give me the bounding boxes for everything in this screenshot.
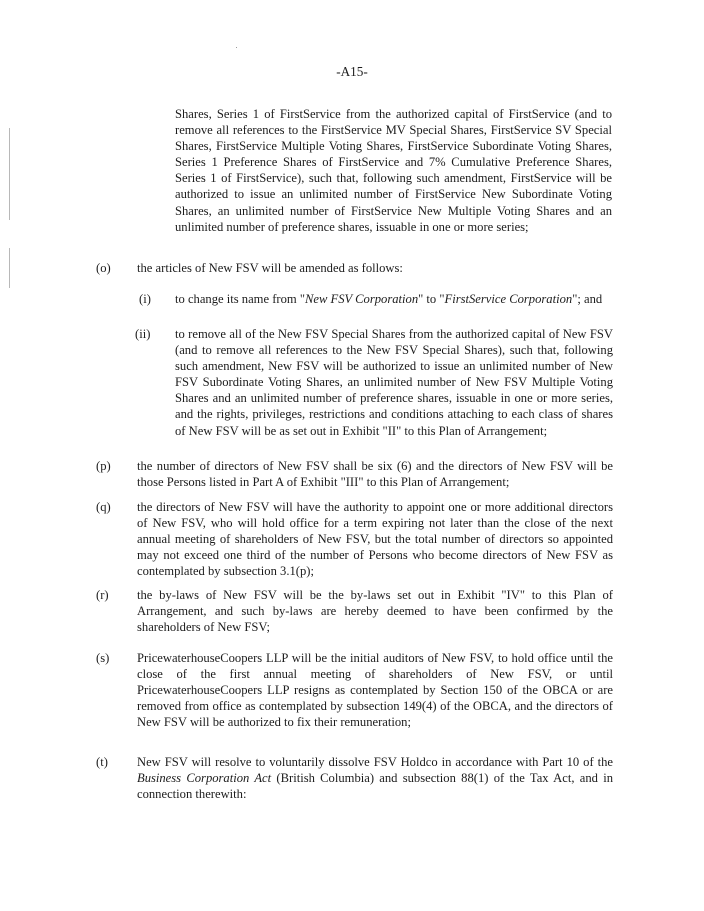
item-label-q: (q) [96,500,111,514]
item-text-q: the directors of New FSV will have the authority to appoint one or more additional directors of New FSV, who will hold office for a term expiring not later than the close of the next annual meeting of shareholders of New FSV, but the total number of directors so appointed may not exceed one third of the number of Persons who become directors of New FSV as contemplated by subsection 3.1(p); [137,500,613,579]
item-label-s: (s) [96,651,110,665]
item-text-o: the articles of New FSV will be amended as follows: [137,261,403,275]
subitem-i-text-middle: " to " [418,292,445,306]
subitem-i-new-name: FirstService Corporation [444,292,573,306]
subitem-i-text-before: to change its name from " [175,292,305,306]
subitem-i-old-name: New FSV Corporation [305,292,419,306]
scan-speck [236,47,237,48]
subitem-text-ii: to remove all of the New FSV Special Shares from the authorized capital of New FSV (and to remove all references to the New FSV Special Shares), such that, following such amendment, New FSV will be authorized to issue an unlimited number of New FSV Subordinate Voting Shares, an unlimited number of New FSV Multiple Voting Shares and an unlimited number of preference shares, issuable in one or more series, and the rights, privileges, restrictions and conditions attaching to each class of shares of New FSV will be as set out in Exhibit "II" to this Plan of Arrangement; [175,327,613,438]
item-label-t: (t) [96,755,108,769]
subitem-label-i: (i) [139,292,151,306]
item-text-s: PricewaterhouseCoopers LLP will be the initial auditors of New FSV, to hold office until the close of the first annual meeting of shareholders of New FSV, or until PricewaterhouseCoopers LLP resigns as contemplated by Section 150 of the OBCA or are removed from office as contemplated by subsection 149(4) of the OBCA, and the directors of New FSV will be authorized to fix their remuneration; [137,651,613,730]
subitem-i-text-after: "; and [572,292,603,306]
subitem-label-ii: (ii) [135,327,151,341]
item-t-act-name: Business Corporation Act [137,771,272,786]
scan-edge-mark [9,248,10,288]
item-label-p: (p) [96,459,111,473]
item-label-r: (r) [96,588,109,602]
page-number-header: -A15- [336,64,368,79]
item-t-text-before: New FSV will resolve to voluntarily dissolve FSV Holdco in accordance with Part 10 of the [137,755,613,769]
subitem-text-i [175,291,613,307]
item-label-o: (o) [96,261,111,275]
scan-edge-mark [9,128,10,220]
intro-paragraph: Shares, Series 1 of FirstService from the authorized capital of FirstService (and to remove all references to the FirstService MV Special Shares, FirstService SV Special Shares, FirstService Multiple Voting Shares, FirstService Subordinate Voting Shares, Series 1 Preference Shares of FirstService and 7% Cumulative Preference Shares, Series 1 of FirstService), such that, following such amendment, FirstService will be authorized to issue an unlimited number of FirstService New Subordinate Voting Shares, an unlimited number of FirstService New Multiple Voting Shares and an unlimited number of preference shares, issuable in one or more series; [175,107,612,234]
item-text-r: the by-laws of New FSV will be the by-laws set out in Exhibit "IV" to this Plan of Arrangement, and such by-laws are hereby deemed to have been confirmed by the shareholders of New FSV; [137,588,613,635]
item-t-text-after: (British Columbia) and subsection 88(1) of the Tax Act, and in connection therewith: [137,771,613,802]
item-text-p: the number of directors of New FSV shall be six (6) and the directors of New FSV will be those Persons listed in Part A of Exhibit "III" to this Plan of Arrangement; [137,459,613,490]
item-text-t [137,754,613,802]
